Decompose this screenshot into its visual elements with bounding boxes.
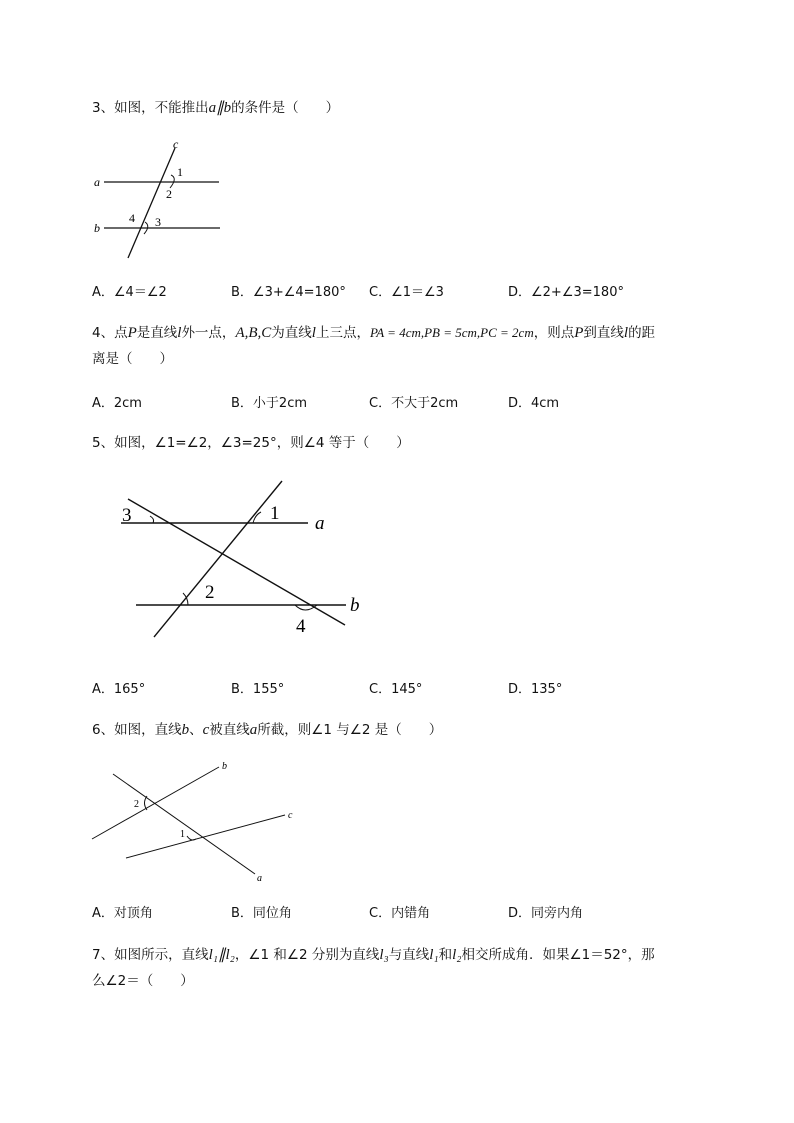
q5-label-a: a bbox=[315, 513, 325, 534]
q7-text: 7、如图所示，直线 bbox=[92, 947, 209, 963]
q7-text: ，∠1 和∠2 分别为直线 bbox=[234, 947, 380, 963]
q3-number: 3、 bbox=[92, 100, 115, 116]
q4-line-l: l bbox=[311, 325, 316, 341]
q4-text: 点 bbox=[114, 325, 128, 341]
q6-line-a: a bbox=[249, 722, 258, 738]
q3-math: a∥b bbox=[208, 100, 232, 116]
q4-text: 到直线 bbox=[583, 325, 624, 341]
q6-option-b: B．同位角 bbox=[231, 906, 292, 921]
q4-option-d: D．4cm bbox=[508, 396, 560, 411]
q5-angle-3: 3 bbox=[122, 505, 132, 526]
q6-figure bbox=[88, 757, 303, 887]
q4-option-b: B．小于2cm bbox=[231, 396, 308, 411]
q4-option-a: A．2cm bbox=[92, 396, 142, 411]
q4-text: ，则点 bbox=[533, 325, 575, 341]
q6-label-a: a bbox=[257, 873, 262, 884]
q7-line-l1: l₁ bbox=[429, 947, 439, 963]
q3-label-b: b bbox=[94, 221, 100, 235]
q6-text: 所截，则∠1 与∠2 是（ ） bbox=[257, 722, 443, 738]
q3-text-end: 的条件是（ ） bbox=[231, 100, 340, 116]
q3-label-a: a bbox=[94, 175, 100, 189]
q6-label-c: c bbox=[288, 810, 293, 821]
q4-stem bbox=[92, 324, 655, 342]
q3-option-b: B．∠3+∠4=180° bbox=[231, 285, 346, 300]
q5-angle-4: 4 bbox=[296, 616, 306, 637]
q4-points-abc: A,B,C bbox=[235, 325, 272, 341]
q3-figure bbox=[88, 138, 228, 262]
q7-line-l2: l₂ bbox=[452, 947, 462, 963]
q6-option-a: A．对顶角 bbox=[92, 906, 153, 921]
q3-option-d: D．∠2+∠3=180° bbox=[508, 285, 624, 300]
q5-label-b: b bbox=[350, 595, 360, 616]
q4-line-l: l bbox=[177, 325, 182, 341]
q5-angle-2: 2 bbox=[205, 582, 215, 603]
q4-text: 为直线 bbox=[271, 325, 312, 341]
q4-point-p: P bbox=[127, 325, 137, 341]
q6-text: 、 bbox=[189, 722, 203, 738]
q3-label-c: c bbox=[173, 138, 179, 151]
q6-stem bbox=[92, 721, 442, 739]
q6-label-b: b bbox=[222, 761, 227, 772]
q6-text: 被直线 bbox=[209, 722, 250, 738]
q4-stem-line2: 离是（ ） bbox=[92, 351, 173, 367]
q5-stem: 5、如图，∠1=∠2，∠3=25°，则∠4 等于（ ） bbox=[92, 435, 410, 451]
q4-text: 是直线 bbox=[136, 325, 178, 341]
q7-parallel-lines: l₁∥l₂ bbox=[208, 947, 235, 963]
q7-stem bbox=[92, 946, 655, 964]
q7-stem-line2: 么∠2＝（ ） bbox=[92, 973, 194, 989]
q5-option-d: D．135° bbox=[508, 682, 563, 697]
q4-text: 上三点， bbox=[315, 325, 370, 341]
q6-option-c: C．内错角 bbox=[369, 906, 431, 921]
q4-distances: PA = 4cm,PB = 5cm,PC = 2cm bbox=[369, 325, 534, 340]
q3-angle-4: 4 bbox=[129, 211, 135, 225]
q3-text: 如图，不能推出 bbox=[114, 100, 209, 116]
q4-number: 4、 bbox=[92, 325, 115, 341]
q7-line-l3: l₃ bbox=[379, 947, 389, 963]
q3-option-a: A．∠4＝∠2 bbox=[92, 285, 167, 300]
q3-angle-3: 3 bbox=[155, 215, 161, 229]
q4-text: 的距 bbox=[628, 325, 656, 341]
q5-option-c: C．145° bbox=[369, 682, 423, 697]
q4-text: 外一点， bbox=[181, 325, 236, 341]
q3-option-c: C．∠1＝∠3 bbox=[369, 285, 444, 300]
q4-line-l: l bbox=[623, 325, 629, 341]
q6-line-c: c bbox=[202, 722, 210, 738]
q6-line-b: b bbox=[181, 722, 190, 738]
q4-option-c: C．不大于2cm bbox=[369, 396, 459, 411]
q7-text: 相交所成角．如果∠1＝52°，那 bbox=[461, 947, 655, 963]
q6-angle-2: 2 bbox=[134, 799, 139, 810]
q6-angle-1: 1 bbox=[180, 829, 185, 840]
q5-figure bbox=[112, 475, 372, 645]
q4-point-p: P bbox=[574, 325, 584, 341]
q3-stem bbox=[92, 99, 339, 117]
q5-option-a: A．165° bbox=[92, 682, 146, 697]
q5-angle-1: 1 bbox=[270, 503, 280, 524]
q6-text: 6、如图，直线 bbox=[92, 722, 182, 738]
q6-option-d: D．同旁内角 bbox=[508, 906, 584, 921]
q7-text: 和 bbox=[438, 947, 453, 963]
q3-angle-2: 2 bbox=[166, 187, 172, 201]
q5-option-b: B．155° bbox=[231, 682, 285, 697]
q3-angle-1: 1 bbox=[177, 165, 183, 179]
q7-text: 与直线 bbox=[388, 947, 430, 963]
